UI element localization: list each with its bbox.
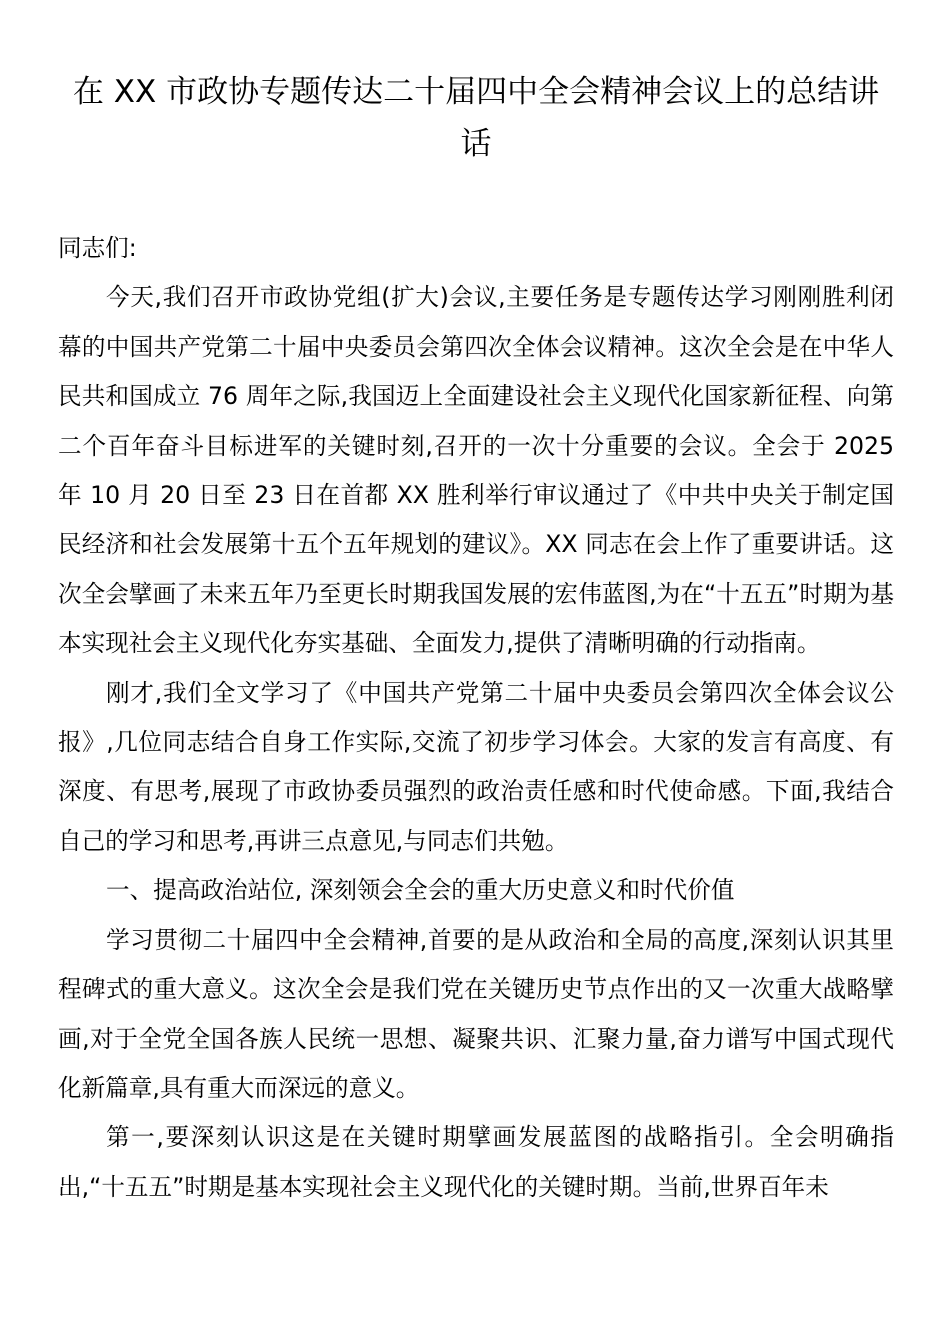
document-body xyxy=(58,224,894,1212)
paragraph-study-review: 刚才,我们全文学习了《中国共产党第二十届中央委员会第四次全体会议公报》,几位同志结合自身工作实际,交流了初步学习体会。大家的发言有高度、有深度、有思考,展现了市政协委员强烈的政治责任感和时代使命感。下面,我结合自己的学习和思考,再讲三点意见,与同志们共勉。 xyxy=(58,678,894,855)
paragraph-opening: 今天,我们召开市政协党组(扩大)会议,主要任务是专题传达学习刚刚胜利闭幕的中国共产党第二十届中央委员会第四次全体会议精神。这次全会是在中华人民共和国成立 76 周年之际,我国迈上全面建设社会主义现代化国家新征程、向第二个百年奋斗目标进军的关键时刻,召开的一次十分重要的会议。全会于 2025 年 10 月 20 日至 23 日在首都 XX 胜利举行审议通过了《中共中央关于制定国民经济和社会发展第十五个五年规划的建议》。XX 同志在会上作了重要讲话。这次全会擘画了未来五年乃至更长时期我国发展的宏伟蓝图,为在“十五五”时期为基本实现社会主义现代化夯实基础、全面发力,提供了清晰明确的行动指南。 xyxy=(58,283,895,658)
salutation: 同志们: xyxy=(58,234,137,262)
paragraph-first-point: 第一,要深刻认识这是在关键时期擘画发展蓝图的战略指引。全会明确指出,“十五五”时期是基本实现社会主义现代化的关键时期。当前,世界百年未 xyxy=(58,1123,894,1201)
document-title: 在 XX 市政协专题传达二十届四中全会精神会议上的总结讲话 xyxy=(72,74,880,162)
paragraph-significance: 学习贯彻二十届四中全会精神,首要的是从政治和全局的高度,深刻认识其里程碑式的重大意义。这次全会是我们党在关键历史节点作出的又一次重大战略擘画,对于全党全国各族人民统一思想、凝聚共识、汇聚力量,奋力谱写中国式现代化新篇章,具有重大而深远的意义。 xyxy=(58,925,894,1102)
document-page xyxy=(58,66,894,1212)
section-heading-1: 一、提高政治站位, 深刻领会全会的重大历史意义和时代价值 xyxy=(106,876,735,905)
